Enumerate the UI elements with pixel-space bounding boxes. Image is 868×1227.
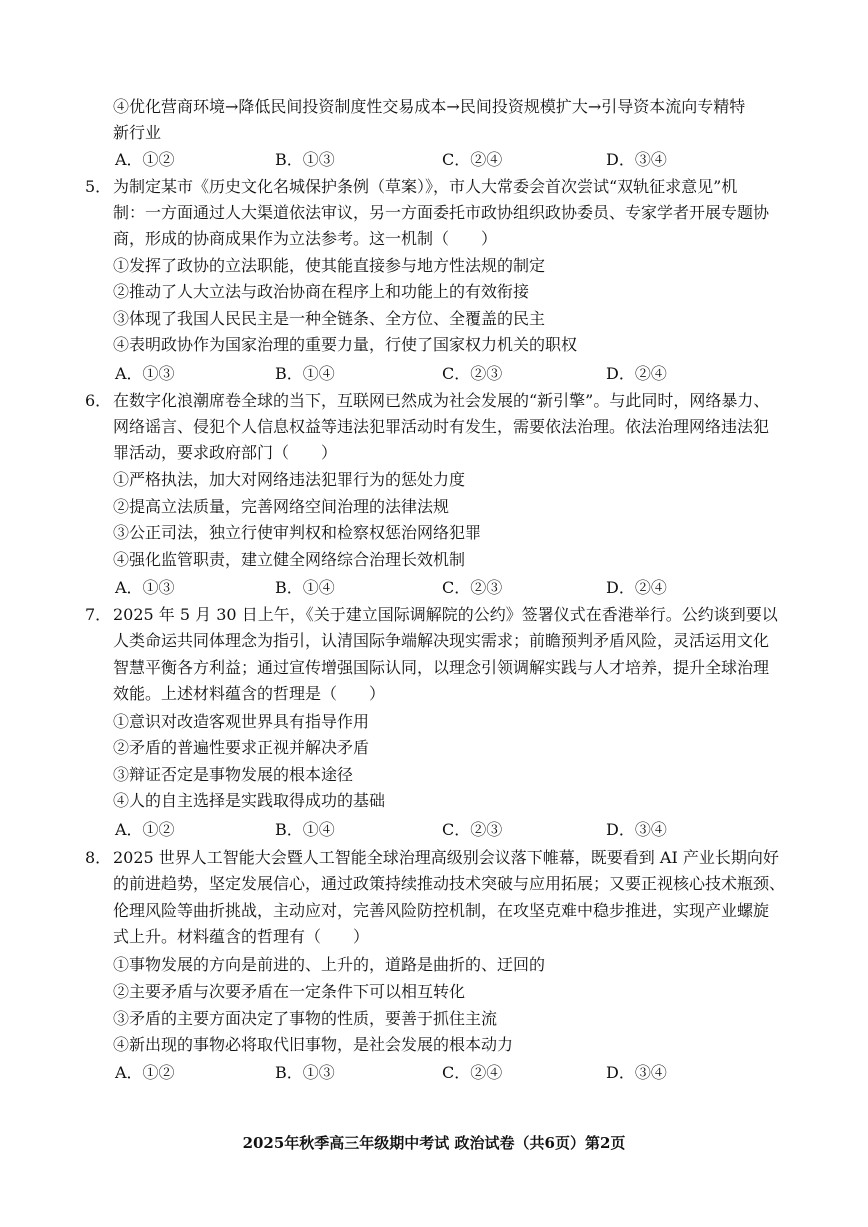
q5-stem-line-3: 商，形成的协商成果作为立法参考。这一机制（ ） bbox=[113, 229, 498, 248]
q8-stem-line-2: 的前进趋势，坚定发展信心，通过政策持续推动技术突破与应用拓展；又要正视核心技术瓶颈、 bbox=[113, 874, 786, 893]
q8-option-d: D．③④ bbox=[606, 1063, 667, 1082]
q5-stem-line-2: 制：一方面通过人大渠道依法审议，另一方面委托市政协组织政协委员、专家学者开展专题协 bbox=[113, 203, 770, 222]
q8-option-b: B．①③ bbox=[275, 1063, 335, 1082]
q4-option-d: D．③④ bbox=[606, 150, 667, 169]
q6-option-a: A．①③ bbox=[115, 578, 175, 597]
q6-item-2: ②提高立法质量，完善网络空间治理的法律法规 bbox=[113, 497, 450, 516]
q7-option-c: C．②③ bbox=[442, 820, 503, 839]
q5-stem-line-1: 为制定某市《历史文化名城保护条例（草案）》，市人大常委会首次尝试“双轨征求意见”机 bbox=[113, 177, 738, 196]
q6-stem-line-3: 罪活动，要求政府部门（ ） bbox=[113, 443, 338, 462]
q8-option-a: A．①② bbox=[115, 1063, 175, 1082]
q8-number: 8． bbox=[85, 848, 112, 867]
q7-option-b: B．①④ bbox=[275, 820, 335, 839]
q5-item-3: ③体现了我国人民民主是一种全链条、全方位、全覆盖的民主 bbox=[113, 309, 546, 328]
q5-option-a: A．①③ bbox=[115, 364, 175, 383]
q8-option-c: C．②④ bbox=[442, 1063, 503, 1082]
q6-item-4: ④强化监管职责，建立健全网络综合治理长效机制 bbox=[113, 550, 466, 569]
q4-item-4-line-2: 新行业 bbox=[113, 123, 162, 142]
q5-option-d: D．②④ bbox=[606, 364, 667, 383]
q8-item-1: ①事物发展的方向是前进的、上升的，道路是曲折的、迂回的 bbox=[113, 955, 546, 974]
q8-stem-line-1: 2025 世界人工智能大会暨人工智能全球治理高级别会议落下帷幕，既要看到 AI 产业长期向好 bbox=[113, 848, 779, 867]
q7-number: 7． bbox=[85, 605, 112, 624]
q7-item-3: ③辩证否定是事物发展的根本途径 bbox=[113, 765, 354, 784]
q4-option-b: B．①③ bbox=[275, 150, 335, 169]
q4-option-c: C．②④ bbox=[442, 150, 503, 169]
q6-option-c: C．②③ bbox=[442, 578, 503, 597]
q5-item-2: ②推动了人大立法与政治协商在程序上和功能上的有效衔接 bbox=[113, 282, 530, 301]
q7-item-2: ②矛盾的普遍性要求正视并解决矛盾 bbox=[113, 738, 370, 757]
q7-item-4: ④人的自主选择是实践取得成功的基础 bbox=[113, 791, 386, 810]
q6-stem-line-1: 在数字化浪潮席卷全球的当下，互联网已然成为社会发展的“新引擎”。与此同时，网络暴力、 bbox=[113, 391, 770, 410]
q7-stem-line-4: 效能。上述材料蕴含的哲理是（ ） bbox=[113, 684, 386, 703]
q7-option-d: D．③④ bbox=[606, 820, 667, 839]
q8-stem-line-3: 伦理风险等曲折挑战，主动应对，完善风险防控机制，在攻坚克难中稳步推进，实现产业螺旋 bbox=[113, 901, 770, 920]
q5-number: 5． bbox=[85, 177, 112, 196]
q6-item-3: ③公正司法，独立行使审判权和检察权惩治网络犯罪 bbox=[113, 523, 482, 542]
q8-item-3: ③矛盾的主要方面决定了事物的性质，要善于抓住主流 bbox=[113, 1009, 498, 1028]
q4-option-a: A．①② bbox=[115, 150, 175, 169]
q6-option-b: B．①④ bbox=[275, 578, 335, 597]
q6-item-1: ①严格执法，加大对网络违法犯罪行为的惩处力度 bbox=[113, 470, 466, 489]
q6-number: 6． bbox=[85, 391, 112, 410]
q5-item-4: ④表明政协作为国家治理的重要力量，行使了国家权力机关的职权 bbox=[113, 335, 578, 354]
q6-option-d: D．②④ bbox=[606, 578, 667, 597]
q5-option-c: C．②③ bbox=[442, 364, 503, 383]
q4-item-4-line-1: ④优化营商环境→降低民间投资制度性交易成本→民间投资规模扩大→引导资本流向专精特 bbox=[113, 97, 746, 116]
q7-item-1: ①意识对改造客观世界具有指导作用 bbox=[113, 712, 370, 731]
q5-item-1: ①发挥了政协的立法职能，使其能直接参与地方性法规的制定 bbox=[113, 256, 546, 275]
q6-stem-line-2: 网络谣言、侵犯个人信息权益等违法犯罪活动时有发生，需要依法治理。依法治理网络违法犯 bbox=[113, 417, 770, 436]
q7-option-a: A．①② bbox=[115, 820, 175, 839]
q5-option-b: B．①④ bbox=[275, 364, 335, 383]
q8-item-4: ④新出现的事物必将取代旧事物，是社会发展的根本动力 bbox=[113, 1035, 514, 1054]
q7-stem-line-3: 智慧平衡各方利益；通过宣传增强国际认同，以理念引领调解实践与人才培养，提升全球治理 bbox=[113, 658, 770, 677]
q7-stem-line-2: 人类命运共同体理念为指引，认清国际争端解决现实需求；前瞻预判矛盾风险，灵活运用文化 bbox=[113, 631, 770, 650]
q8-stem-line-4: 式上升。材料蕴含的哲理有（ ） bbox=[113, 927, 370, 946]
page-footer: 2025年秋季高三年级期中考试 政治试卷（共6页）第2页 bbox=[242, 1134, 626, 1152]
q8-item-2: ②主要矛盾与次要矛盾在一定条件下可以相互转化 bbox=[113, 982, 466, 1001]
q7-stem-line-1: 2025 年 5 月 30 日上午，《关于建立国际调解院的公约》签署仪式在香港举行。公约谈到要以 bbox=[113, 605, 778, 624]
